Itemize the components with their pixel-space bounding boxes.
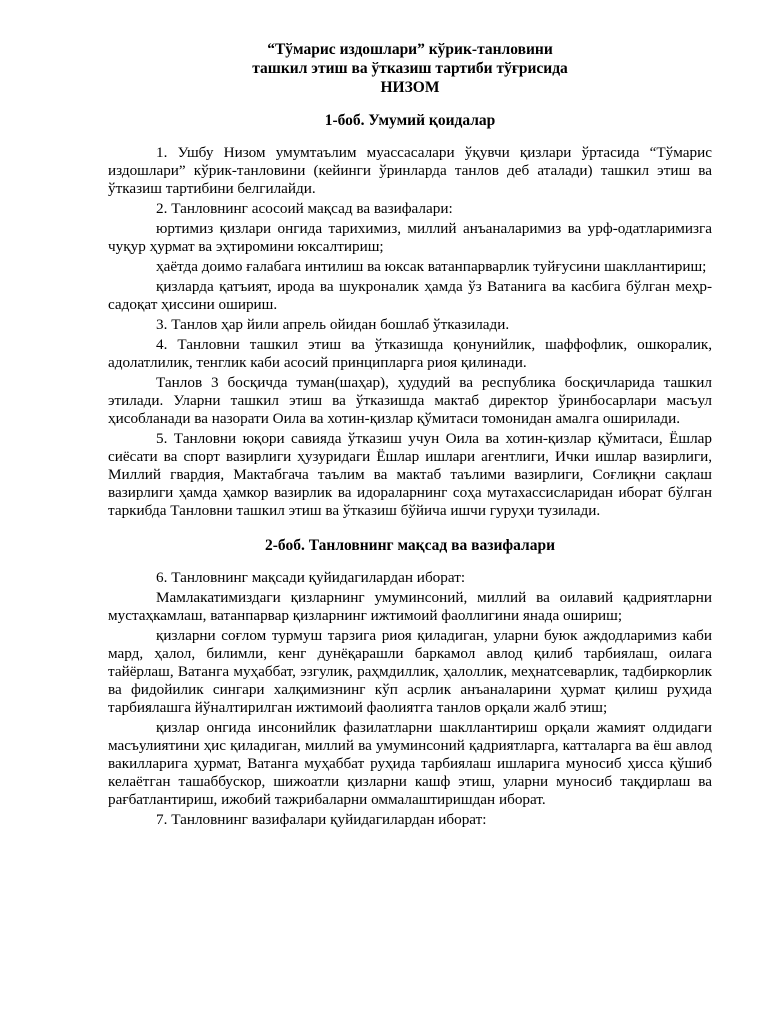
paragraph: 3. Танлов ҳар йили апрель ойидан бошлаб ўтказилади. [156,316,510,333]
chapter-2-heading: 2-боб. Танловнинг мақсад ва вазифалари [264,537,556,554]
title-line-2: ташкил этиш ва ўтказиш тартиби тўғрисида [252,60,568,77]
paragraph: 2. Танловнинг асосоий мақсад ва вазифалари: [156,200,453,217]
title-line-1: “Тўмарис издошлари” кўрик-танловини [267,41,553,58]
paragraph: 5. Танловни юқори савияда ўтказиш учун Оила ва хотин-қизлар қўмитаси, Ёшлар сиёсати ва спорт вазирлиги ҳузуридаги Ёшлар ишлари агентлиги, Ички ишлар вазирлиги, Миллий гвардия, Мактабгача таълим ва мактаб таълими вазирлиги, Соғлиқни сақлаш вазирлиги ҳамда ҳамкор вазирлик ва идораларнинг соҳа мутахассисларидан иборат бўлган таркибда Танловни ташкил этиш ва ўтказиш бўйича ишчи гуруҳи тузилади. [108,430,712,519]
paragraph: 4. Танловни ташкил этиш ва ўтказишда қонунийлик, шаффофлик, ошкоралик, адолатлилик, тенглик каби асосий принципларга риоя қилинади. [108,336,712,371]
paragraph: 7. Танловнинг вазифалари қуйидагилардан иборат: [156,811,487,828]
paragraph: қизларда қатъият, ирода ва шукроналик ҳамда ўз Ватанига ва касбига бўлган меҳр-садоқат ҳиссини ошириш. [108,278,712,313]
paragraph: Мамлакатимиздаги қизларнинг умуминсоний, миллий ва оилавий қадриятларни мустаҳкамлаш, ватанпарвар қизларнинг ижтимоий фаоллигини янада ошириш; [108,589,712,624]
paragraph: юртимиз қизлари онгида тарихимиз, миллий анъаналаримиз ва урф-одатларимизга чуқур ҳурмат ва эҳтиромини юксалтириш; [108,220,712,255]
paragraph: 1. Ушбу Низом умумтаълим муассасалари ўқувчи қизлари ўртасида “Тўмарис издошлари” кўрик-танловини (кейинги ўринларда танлов деб аталади) ташкил этиш ва ўтказиш тартибини белгилайди. [108,144,712,197]
document-title [108,40,712,97]
paragraph: қизлар онгида инсонийлик фазилатларни шакллантириш орқали жамият олдидаги масъулиятини ҳис қиладиган, миллий ва умуминсоний қадриятларга, катталарга ва ёш авлод вакилларига ҳурмат, Ватанга муҳаббат руҳида тарбиялаш ишларига муносиб ҳисса қўшиб келаётган ташаббускор, шижоатли қизларни кашф этиш, уларни муносиб тақдирлаш ва рағбатлантириш, ижобий тажрибаларни оммалаштиришдан иборат. [108,719,712,808]
paragraph: ҳаётда доимо ғалабага интилиш ва юксак ватанпарварлик туйғусини шакллантириш; [156,258,707,275]
title-line-3: НИЗОМ [380,79,440,96]
chapter-1-heading: 1-боб. Умумий қоидалар [324,112,496,129]
paragraph: 6. Танловнинг мақсади қуйидагилардан иборат: [156,569,466,586]
paragraph: қизларни соғлом турмуш тарзига риоя қиладиган, уларни буюк аждодларимиз каби мард, ҳалол, билимли, кенг дунёқарашли баркамол авлод қилиб тарбиялаш, оилага тайёрлаш, Ватанга муҳаббат, эзгулик, раҳмдиллик, ҳалоллик, меҳнатсеварлик, тадбиркорлик ва фидойилик сингари халқимизнинг кўп асрлик анъаналарини ҳурмат қилиш руҳида тарбиялашга йўналтирилган ижтимоий фаолиятга танлов орқали жалб этиш; [108,627,712,716]
paragraph: Танлов 3 босқичда туман(шаҳар), ҳудудий ва республика босқичларида ташкил этилади. Уларни ташкил этиш ва ўтказишда мактаб директор ўринбосарлари масъул ҳисобланади ва назорати Оила ва хотин-қизлар қўмитаси томонидан амалга оширилади. [108,374,712,427]
